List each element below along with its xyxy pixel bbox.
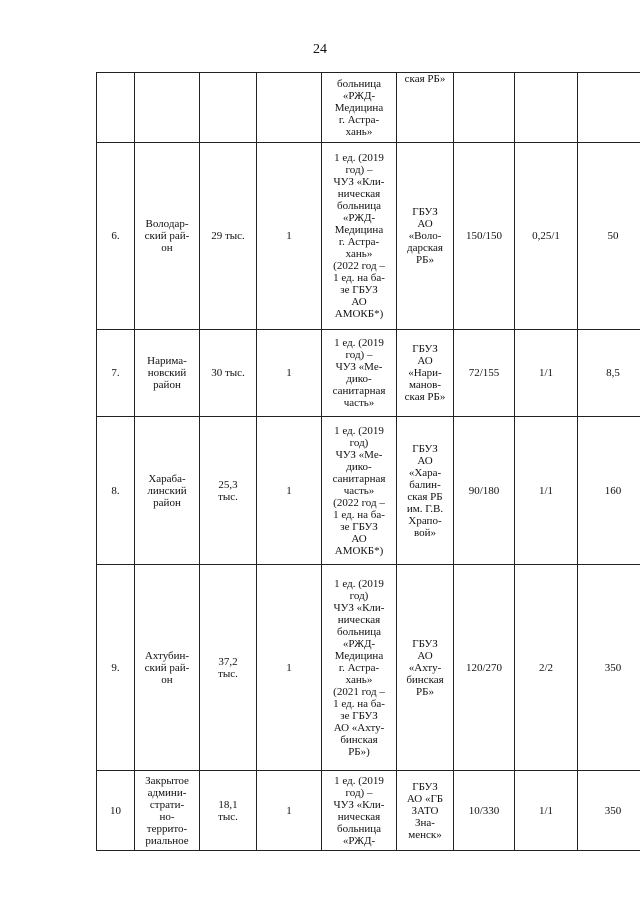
district-name: Нарима- новский район <box>135 330 200 417</box>
table-row <box>97 771 640 851</box>
population: 37,2 тыс. <box>200 565 257 771</box>
hospital-name: ГБУЗ АО «Нари- манов- ская РБ» <box>397 330 454 417</box>
unit-count: 1 <box>257 771 322 851</box>
hospital-name: ГБУЗ АО «Воло- дарская РБ» <box>397 143 454 330</box>
unit-count <box>257 73 322 143</box>
row-number <box>97 73 135 143</box>
row-number: 9. <box>97 565 135 771</box>
unit-count: 1 <box>257 330 322 417</box>
population <box>200 73 257 143</box>
rate-value: 0,25/1 <box>515 143 578 330</box>
ratio-value <box>454 73 515 143</box>
population: 25,3 тыс. <box>200 417 257 565</box>
rate-value: 1/1 <box>515 771 578 851</box>
unit-count: 1 <box>257 417 322 565</box>
population: 29 тыс. <box>200 143 257 330</box>
ratio-value: 150/150 <box>454 143 515 330</box>
table-row <box>97 330 640 417</box>
table-row <box>97 143 640 330</box>
distance-value: 350 <box>578 565 640 771</box>
unit-note: 1 ед. (2019 год) ЧУЗ «Кли- ническая больница «РЖД- Медицина г. Астра- хань» (2021 год – 1 ед. на ба- зе ГБУЗ АО «Ахту- бинская РБ») <box>322 565 397 771</box>
hospital-name: ская РБ» <box>397 73 454 143</box>
table-row <box>97 417 640 565</box>
table-row <box>97 73 640 143</box>
row-number: 8. <box>97 417 135 565</box>
distance-value: 160 <box>578 417 640 565</box>
rate-value: 2/2 <box>515 565 578 771</box>
unit-note: 1 ед. (2019 год) – ЧУЗ «Кли- ническая больница «РЖД- <box>322 771 397 851</box>
district-name: Ахтубин- ский рай- он <box>135 565 200 771</box>
unit-note: больница «РЖД- Медицина г. Астра- хань» <box>322 73 397 143</box>
ratio-value: 72/155 <box>454 330 515 417</box>
population: 30 тыс. <box>200 330 257 417</box>
distance-value: 50 <box>578 143 640 330</box>
page-number: 24 <box>313 42 327 57</box>
hospital-name: ГБУЗ АО «Хара- балин- ская РБ им. Г.В. Храпо- вой» <box>397 417 454 565</box>
distance-value <box>578 73 640 143</box>
rate-value: 1/1 <box>515 417 578 565</box>
district-name <box>135 73 200 143</box>
row-number: 10 <box>97 771 135 851</box>
ratio-value: 10/330 <box>454 771 515 851</box>
district-name: Закрытое админи- страти- но- террито- риальное <box>135 771 200 851</box>
unit-note: 1 ед. (2019 год) – ЧУЗ «Ме- дико- санитарная часть» <box>322 330 397 417</box>
table-row <box>97 565 640 771</box>
unit-count: 1 <box>257 565 322 771</box>
row-number: 7. <box>97 330 135 417</box>
district-table <box>96 72 640 851</box>
distance-value: 350 <box>578 771 640 851</box>
ratio-value: 120/270 <box>454 565 515 771</box>
district-name: Хараба- линский район <box>135 417 200 565</box>
unit-note: 1 ед. (2019 год) ЧУЗ «Ме- дико- санитарная часть» (2022 год – 1 ед. на ба- зе ГБУЗ АО АМОКБ*) <box>322 417 397 565</box>
population: 18,1 тыс. <box>200 771 257 851</box>
distance-value: 8,5 <box>578 330 640 417</box>
rate-value <box>515 73 578 143</box>
unit-note: 1 ед. (2019 год) – ЧУЗ «Кли- ническая больница «РЖД- Медицина г. Астра- хань» (2022 год – 1 ед. на ба- зе ГБУЗ АО АМОКБ*) <box>322 143 397 330</box>
unit-count: 1 <box>257 143 322 330</box>
rate-value: 1/1 <box>515 330 578 417</box>
hospital-name: ГБУЗ АО «ГБ ЗАТО Зна- менск» <box>397 771 454 851</box>
hospital-name: ГБУЗ АО «Ахту- бинская РБ» <box>397 565 454 771</box>
ratio-value: 90/180 <box>454 417 515 565</box>
row-number: 6. <box>97 143 135 330</box>
district-name: Володар- ский рай- он <box>135 143 200 330</box>
